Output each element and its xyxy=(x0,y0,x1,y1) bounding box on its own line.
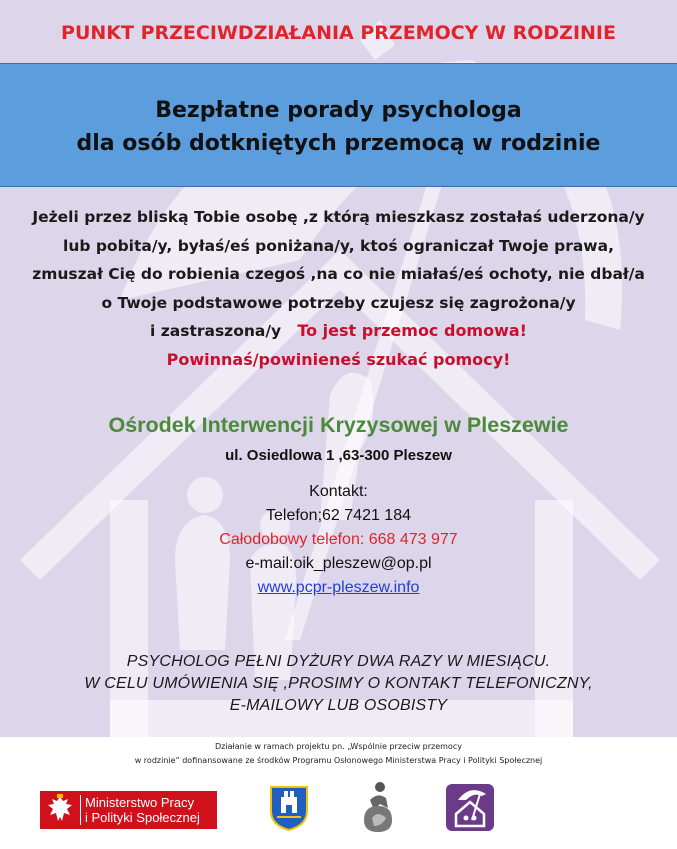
banner-title: Bezpłatne porady psychologa xyxy=(155,98,522,123)
funding-note xyxy=(0,740,677,768)
umbrella-house-icon xyxy=(446,784,494,831)
contact-email: e-mail:oik_pleszew@op.pl xyxy=(245,555,432,572)
figure-logo-icon xyxy=(358,780,398,834)
polish-eagle-icon xyxy=(40,791,80,829)
intro-text xyxy=(20,203,657,374)
intro-line: o Twoje podstawowe potrzeby czujesz się zagrożona/y xyxy=(101,293,576,312)
funding-line: w rodzinie” dofinansowane ze środków Programu Osłonowego Ministerstwa Pracy i Polityki Społecznej xyxy=(134,756,543,765)
page-title: PUNKT PRZECIWDZIAŁANIA PRZEMOCY W RODZINIE xyxy=(61,22,616,44)
notice-line: W CELU UMÓWIENIA SIĘ ,PROSIMY O KONTAKT TELEFONICZNY, xyxy=(84,675,593,692)
notice-line: E-MAILOWY LUB OSOBISTY xyxy=(229,697,448,714)
contact-label: Kontakt: xyxy=(309,483,368,500)
info-banner xyxy=(0,63,677,187)
organization-name: Ośrodek Interwencji Kryzysowej w Pleszewie xyxy=(108,413,569,437)
ministry-logo-line: Ministerstwo Pracy xyxy=(85,795,195,810)
organization-address: ul. Osiedlowa 1 ,63-300 Pleszew xyxy=(225,447,452,464)
notice-line: PSYCHOLOG PEŁNI DYŻURY DWA RAZY W MIESIĄCU. xyxy=(126,653,551,670)
intro-line: zmuszał Cię do robienia czegoś ,na co nie miałaś/eś ochoty, nie dbał/a xyxy=(32,265,645,283)
intro-line: Jeżeli przez bliską Tobie osobę ,z którą mieszkasz zostałaś uderzona/y xyxy=(32,208,645,226)
ministry-logo-text xyxy=(80,795,200,825)
umbrella-house-logo xyxy=(446,784,494,831)
domestic-violence-statement: To jest przemoc domowa! xyxy=(297,321,527,340)
website-link[interactable]: www.pcpr-pleszew.info xyxy=(257,579,420,596)
intro-line-with-highlight xyxy=(20,317,657,346)
ministry-logo xyxy=(40,791,217,829)
city-crest-icon xyxy=(269,783,309,831)
intro-line: lub pobita/y, byłaś/eś poniżana/y, ktoś ograniczał Twoje prawa, xyxy=(63,236,614,255)
ministry-logo-line: i Polityki Społecznej xyxy=(85,810,200,825)
banner-subtitle: dla osób dotkniętych przemocą w rodzinie xyxy=(76,131,601,156)
duty-notice xyxy=(0,651,677,717)
intro-line: i zastraszona/y xyxy=(150,322,282,340)
contact-24h-phone: Całodobowy telefon: 668 473 977 xyxy=(219,531,458,548)
funding-line: Działanie w ramach projektu pn. „Wspólnie przeciw przemocy xyxy=(215,742,462,751)
seek-help-statement: Powinnaś/powinieneś szukać pomocy! xyxy=(166,349,511,369)
contact-phone: Telefon;62 7421 184 xyxy=(265,507,411,524)
